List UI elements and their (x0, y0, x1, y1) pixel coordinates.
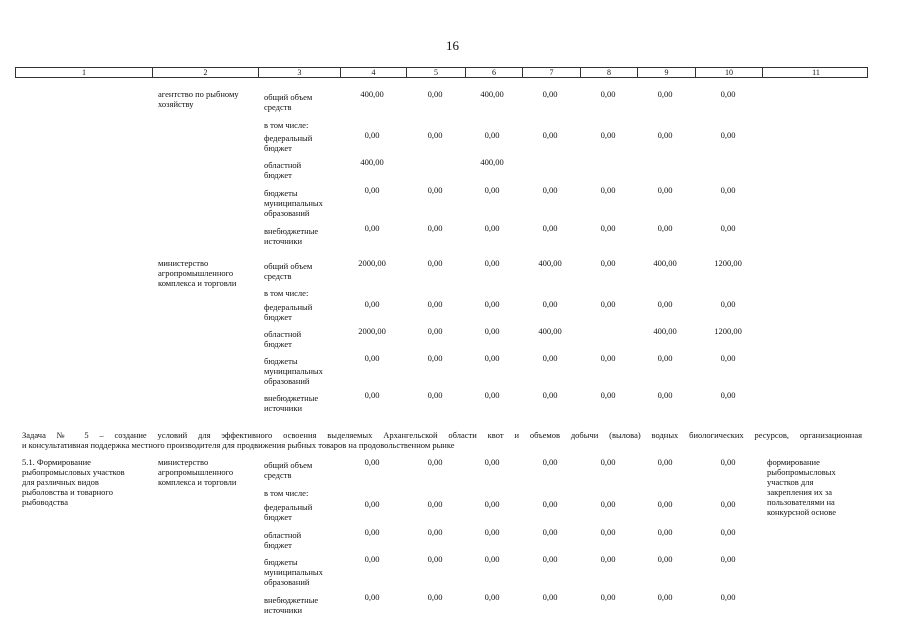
funding-value-cell: 0,00 (542, 130, 558, 140)
funding-value-cell: 0,00 (720, 390, 736, 400)
funding-source-label: муниципальных (264, 567, 323, 577)
funding-value-cell: 0,00 (720, 130, 736, 140)
funding-value-cell: 0,00 (657, 592, 673, 602)
funding-source-label: бюджет (264, 339, 292, 349)
executor-name: агропромышленного (158, 467, 234, 477)
funding-value-cell: 0,00 (600, 527, 616, 537)
funding-value-cell: 0,00 (542, 554, 558, 564)
funding-source-label: федеральный (264, 133, 313, 143)
funding-value-cell: 0,00 (600, 130, 616, 140)
funding-value-cell: 0,00 (427, 326, 443, 336)
funding-value-cell: 0,00 (600, 258, 616, 268)
funding-value-cell: 0,00 (720, 457, 736, 467)
funding-source-label: средств (264, 470, 292, 480)
funding-source-label: в том числе: (264, 488, 309, 498)
funding-value-cell: 0,00 (542, 299, 558, 309)
funding-value-cell: 0,00 (542, 499, 558, 509)
funding-source-label: внебюджетные (264, 595, 319, 605)
funding-value-cell: 0,00 (657, 527, 673, 537)
column-header-3: 3 (259, 68, 341, 77)
funding-value-cell: 0,00 (600, 390, 616, 400)
funding-value-cell: 0,00 (427, 527, 443, 537)
measure-name: рыбопромысловых участков (22, 467, 125, 477)
funding-source-label: бюджет (264, 540, 292, 550)
funding-value-cell: 0,00 (364, 527, 380, 537)
executor-name: комплекса и торговли (158, 278, 237, 288)
funding-value-cell: 0,00 (720, 499, 736, 509)
column-header-2: 2 (153, 68, 259, 77)
funding-value-cell: 400,00 (538, 258, 562, 268)
column-header-11: 11 (812, 68, 820, 77)
funding-source-label: средств (264, 102, 292, 112)
funding-value-cell: 0,00 (720, 592, 736, 602)
funding-source-label: общий объем (264, 92, 313, 102)
funding-source-label: федеральный (264, 302, 313, 312)
funding-value-cell: 400,00 (360, 89, 384, 99)
expected-result: рыбопромысловых (767, 467, 836, 477)
funding-source-label: источники (264, 403, 303, 413)
funding-value-cell: 0,00 (364, 353, 380, 363)
funding-value-cell: 0,00 (364, 299, 380, 309)
funding-value-cell: 0,00 (600, 592, 616, 602)
funding-value-cell: 0,00 (542, 390, 558, 400)
funding-value-cell: 0,00 (600, 299, 616, 309)
funding-value-cell: 0,00 (600, 457, 616, 467)
funding-value-cell: 0,00 (720, 299, 736, 309)
funding-source-label: образований (264, 577, 310, 587)
funding-value-cell: 0,00 (657, 353, 673, 363)
funding-value-cell: 2000,00 (358, 258, 386, 268)
funding-value-cell: 400,00 (480, 157, 504, 167)
funding-value-cell: 2000,00 (358, 326, 386, 336)
funding-source-label: источники (264, 605, 303, 615)
funding-value-cell: 0,00 (657, 130, 673, 140)
funding-source-label: внебюджетные (264, 226, 319, 236)
funding-value-cell: 0,00 (600, 185, 616, 195)
funding-source-label: образований (264, 376, 310, 386)
funding-value-cell: 0,00 (484, 185, 500, 195)
measure-name: для различных видов (22, 477, 99, 487)
funding-value-cell: 0,00 (542, 457, 558, 467)
funding-source-label: муниципальных (264, 198, 323, 208)
funding-value-cell: 0,00 (364, 457, 380, 467)
funding-value-cell: 0,00 (484, 223, 500, 233)
funding-source-label: в том числе: (264, 120, 309, 130)
funding-value-cell: 0,00 (484, 457, 500, 467)
executor-name: агропромышленного (158, 268, 234, 278)
funding-value-cell: 0,00 (657, 299, 673, 309)
funding-value-cell: 400,00 (538, 326, 562, 336)
funding-source-label: областной (264, 329, 302, 339)
funding-source-label: бюджет (264, 170, 292, 180)
executor-name: министерство (158, 258, 209, 268)
funding-value-cell: 0,00 (427, 258, 443, 268)
funding-source-label: общий объем (264, 460, 313, 470)
funding-value-cell: 0,00 (427, 223, 443, 233)
funding-value-cell: 0,00 (484, 527, 500, 537)
measure-name: 5.1. Формирование (22, 457, 91, 467)
expected-result: участков для (767, 477, 814, 487)
funding-value-cell: 0,00 (427, 130, 443, 140)
funding-value-cell: 0,00 (484, 326, 500, 336)
column-header-6: 6 (466, 68, 523, 77)
expected-result: формирование (767, 457, 820, 467)
expected-result: закрепления их за (767, 487, 833, 497)
executor-name: агентство по рыбному (158, 89, 239, 99)
funding-source-label: общий объем (264, 261, 313, 271)
funding-value-cell: 0,00 (657, 554, 673, 564)
funding-value-cell: 400,00 (360, 157, 384, 167)
funding-source-label: средств (264, 271, 292, 281)
funding-value-cell: 0,00 (484, 554, 500, 564)
funding-value-cell: 0,00 (657, 390, 673, 400)
funding-value-cell: 0,00 (600, 353, 616, 363)
funding-value-cell: 0,00 (364, 130, 380, 140)
funding-value-cell: 0,00 (427, 299, 443, 309)
funding-value-cell: 0,00 (364, 592, 380, 602)
expected-result: конкурсной основе (767, 507, 837, 517)
column-header-10: 10 (696, 68, 763, 77)
funding-value-cell: 0,00 (600, 499, 616, 509)
funding-source-label: образований (264, 208, 310, 218)
funding-value-cell: 0,00 (484, 258, 500, 268)
funding-source-label: федеральный (264, 502, 313, 512)
column-header-1: 1 (16, 68, 153, 77)
measure-name: рыбоводства (22, 497, 68, 507)
funding-value-cell: 0,00 (364, 390, 380, 400)
funding-value-cell: 0,00 (542, 223, 558, 233)
funding-value-cell: 0,00 (427, 185, 443, 195)
funding-source-label: источники (264, 236, 303, 246)
funding-value-cell: 0,00 (484, 499, 500, 509)
funding-value-cell: 0,00 (364, 499, 380, 509)
page-number: 16 (446, 38, 459, 53)
funding-value-cell: 400,00 (653, 326, 677, 336)
funding-source-label: бюджеты (264, 188, 298, 198)
funding-value-cell: 0,00 (600, 554, 616, 564)
funding-value-cell: 0,00 (427, 457, 443, 467)
funding-value-cell: 0,00 (542, 353, 558, 363)
funding-value-cell: 1200,00 (714, 326, 742, 336)
funding-value-cell: 0,00 (364, 185, 380, 195)
funding-value-cell: 0,00 (484, 130, 500, 140)
funding-value-cell: 1200,00 (714, 258, 742, 268)
funding-value-cell: 400,00 (653, 258, 677, 268)
funding-value-cell: 0,00 (542, 89, 558, 99)
funding-source-label: бюджет (264, 143, 292, 153)
funding-value-cell: 0,00 (427, 353, 443, 363)
funding-value-cell: 0,00 (542, 527, 558, 537)
funding-value-cell: 0,00 (600, 89, 616, 99)
column-header-5: 5 (407, 68, 466, 77)
funding-value-cell: 0,00 (542, 185, 558, 195)
funding-source-label: внебюджетные (264, 393, 319, 403)
funding-source-label: бюджеты (264, 557, 298, 567)
column-header-9: 9 (638, 68, 696, 77)
executor-name: хозяйству (158, 99, 194, 109)
funding-value-cell: 0,00 (720, 223, 736, 233)
executor-name: комплекса и торговли (158, 477, 237, 487)
measure-name: рыболовства и товарного (22, 487, 113, 497)
funding-value-cell: 0,00 (427, 499, 443, 509)
funding-source-label: в том числе: (264, 288, 309, 298)
funding-source-label: бюджет (264, 312, 292, 322)
executor-name: министерство (158, 457, 209, 467)
column-header-row (15, 67, 868, 78)
funding-value-cell: 0,00 (484, 353, 500, 363)
funding-source-label: областной (264, 160, 302, 170)
column-header-7: 7 (523, 68, 581, 77)
funding-value-cell: 0,00 (484, 592, 500, 602)
funding-source-label: муниципальных (264, 366, 323, 376)
expected-result: пользователями на (767, 497, 835, 507)
funding-value-cell: 0,00 (657, 89, 673, 99)
funding-value-cell: 0,00 (600, 223, 616, 233)
funding-value-cell: 0,00 (427, 89, 443, 99)
funding-value-cell: 0,00 (364, 554, 380, 564)
funding-source-label: бюджеты (264, 356, 298, 366)
column-header-4: 4 (341, 68, 407, 77)
funding-value-cell: 0,00 (657, 457, 673, 467)
funding-value-cell: 0,00 (720, 89, 736, 99)
funding-value-cell: 400,00 (480, 89, 504, 99)
funding-value-cell: 0,00 (657, 223, 673, 233)
task-title-line-2: и консультативная поддержка местного производителя для продвижения рыбных товаров на продовольственном рынке (22, 440, 455, 450)
column-header-8: 8 (581, 68, 638, 77)
funding-value-cell: 0,00 (427, 390, 443, 400)
task-title-line-1: Задача № 5 – создание условий для эффективного освоения выделяемых Архангельской области квот и объемов добычи (вылова) водных биологических ресурсов, организационная (22, 430, 862, 440)
funding-value-cell: 0,00 (720, 554, 736, 564)
funding-value-cell: 0,00 (720, 353, 736, 363)
funding-value-cell: 0,00 (484, 299, 500, 309)
funding-value-cell: 0,00 (657, 185, 673, 195)
funding-value-cell: 0,00 (542, 592, 558, 602)
funding-value-cell: 0,00 (427, 554, 443, 564)
funding-value-cell: 0,00 (364, 223, 380, 233)
funding-value-cell: 0,00 (720, 185, 736, 195)
funding-value-cell: 0,00 (427, 592, 443, 602)
funding-value-cell: 0,00 (657, 499, 673, 509)
funding-source-label: бюджет (264, 512, 292, 522)
funding-source-label: областной (264, 530, 302, 540)
funding-value-cell: 0,00 (484, 390, 500, 400)
funding-value-cell: 0,00 (720, 527, 736, 537)
